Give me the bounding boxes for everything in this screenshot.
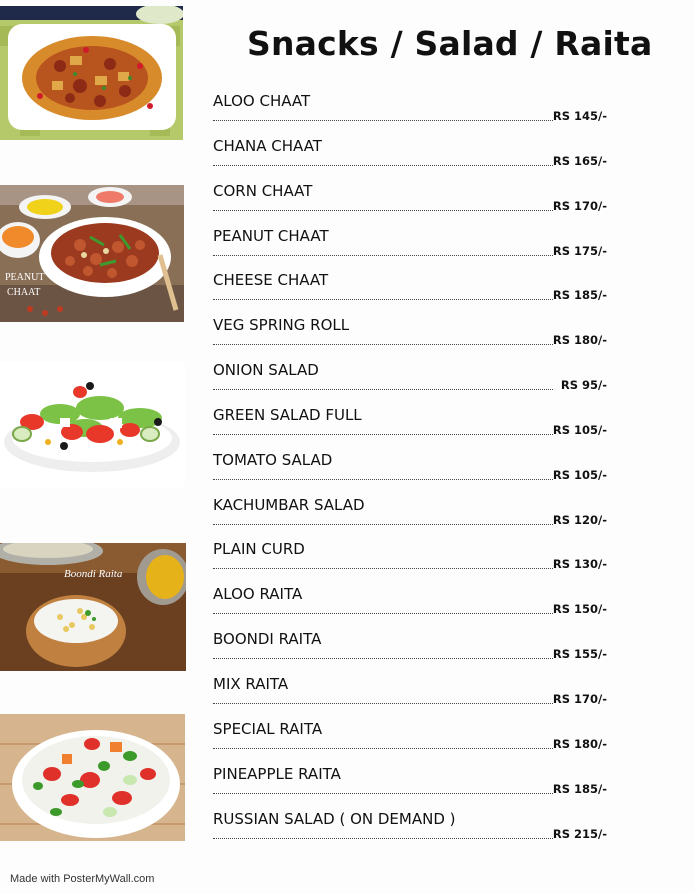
menu-item — [213, 675, 613, 720]
menu-item-price: RS 95/- — [560, 378, 607, 393]
menu-item-name: ALOO RAITA — [213, 585, 303, 604]
menu-item — [213, 451, 613, 496]
menu-item — [213, 406, 613, 451]
page-title: Snacks / Salad / Raita — [247, 24, 653, 63]
dotted-leader — [213, 479, 553, 480]
menu-item-name: CHANA CHAAT — [213, 136, 322, 155]
menu-item-name: CORN CHAAT — [213, 181, 313, 200]
menu-item-price: RS 185/- — [552, 288, 607, 303]
menu-item — [213, 361, 613, 406]
menu-item-price: RS 165/- — [552, 153, 607, 168]
menu-item-name: PEANUT CHAAT — [213, 226, 329, 245]
peanut-chaat-photo — [0, 185, 184, 322]
menu-item-price: RS 105/- — [552, 422, 607, 437]
menu-item — [213, 630, 613, 675]
menu-item-name: ALOO CHAAT — [213, 92, 311, 110]
dotted-leader — [213, 344, 553, 345]
menu-item-price: RS 105/- — [552, 467, 607, 482]
menu-item-name: CHEESE CHAAT — [213, 271, 329, 290]
dotted-leader — [213, 613, 553, 614]
menu-item-price: RS 170/- — [552, 691, 607, 706]
dotted-leader — [213, 255, 553, 256]
menu-item-name: PLAIN CURD — [213, 540, 305, 559]
mix-raita-photo — [0, 714, 185, 841]
menu-item-price: RS 215/- — [552, 826, 607, 841]
menu-item-price: RS 145/- — [552, 109, 607, 123]
menu-item-price: RS 150/- — [552, 602, 607, 617]
boondi-raita-photo — [0, 543, 186, 671]
menu-item — [213, 227, 613, 272]
menu-item-price: RS 180/- — [552, 736, 607, 751]
menu-item — [213, 720, 613, 765]
dotted-leader — [213, 434, 553, 435]
menu-item — [213, 765, 613, 810]
green-salad-photo — [0, 362, 185, 487]
menu-item-name: RUSSIAN SALAD ( ON DEMAND ) — [213, 809, 456, 828]
menu-item-name: PINEAPPLE RAITA — [213, 764, 341, 783]
footer-credit: Made with PosterMyWall.com — [10, 873, 155, 885]
menu-item-name: ONION SALAD — [213, 361, 319, 380]
menu-item — [213, 585, 613, 630]
menu-list — [213, 92, 613, 854]
dotted-leader — [213, 703, 553, 704]
dotted-leader — [213, 210, 553, 211]
dotted-leader — [213, 120, 553, 121]
menu-item-name: SPECIAL RAITA — [213, 719, 323, 738]
menu-item — [213, 137, 613, 182]
menu-item-price: RS 170/- — [552, 198, 607, 213]
menu-item-price: RS 120/- — [552, 512, 607, 527]
menu-item — [213, 271, 613, 316]
menu-item-price: RS 130/- — [552, 557, 607, 572]
menu-item-price: RS 180/- — [552, 333, 607, 348]
peanut-caption-line-2: CHAAT — [7, 287, 41, 298]
menu-item-name: BOONDI RAITA — [213, 630, 322, 649]
dotted-leader — [213, 389, 553, 390]
dotted-leader — [213, 793, 553, 794]
menu-item-price: RS 155/- — [552, 647, 607, 662]
menu-item-price: RS 175/- — [552, 243, 607, 258]
menu-item — [213, 92, 613, 137]
menu-item-name: TOMATO SALAD — [213, 450, 333, 469]
menu-item-name: GREEN SALAD FULL — [213, 405, 362, 424]
peanut-caption-line-1: PEANUT — [5, 272, 45, 283]
dotted-leader — [213, 524, 553, 525]
dotted-leader — [213, 748, 553, 749]
menu-item — [213, 810, 613, 855]
menu-item — [213, 182, 613, 227]
menu-item-name: KACHUMBAR SALAD — [213, 495, 365, 514]
boondi-caption: Boondi Raita — [64, 568, 123, 580]
dotted-leader — [213, 838, 553, 839]
dotted-leader — [213, 658, 553, 659]
chaat-photo — [0, 6, 183, 140]
menu-item-name: MIX RAITA — [213, 674, 289, 693]
menu-item — [213, 316, 613, 361]
dotted-leader — [213, 568, 553, 569]
menu-item-price: RS 185/- — [552, 781, 607, 796]
dotted-leader — [213, 299, 553, 300]
menu-item — [213, 496, 613, 541]
menu-item — [213, 540, 613, 585]
menu-item-name: VEG SPRING ROLL — [213, 316, 350, 335]
dotted-leader — [213, 165, 553, 166]
